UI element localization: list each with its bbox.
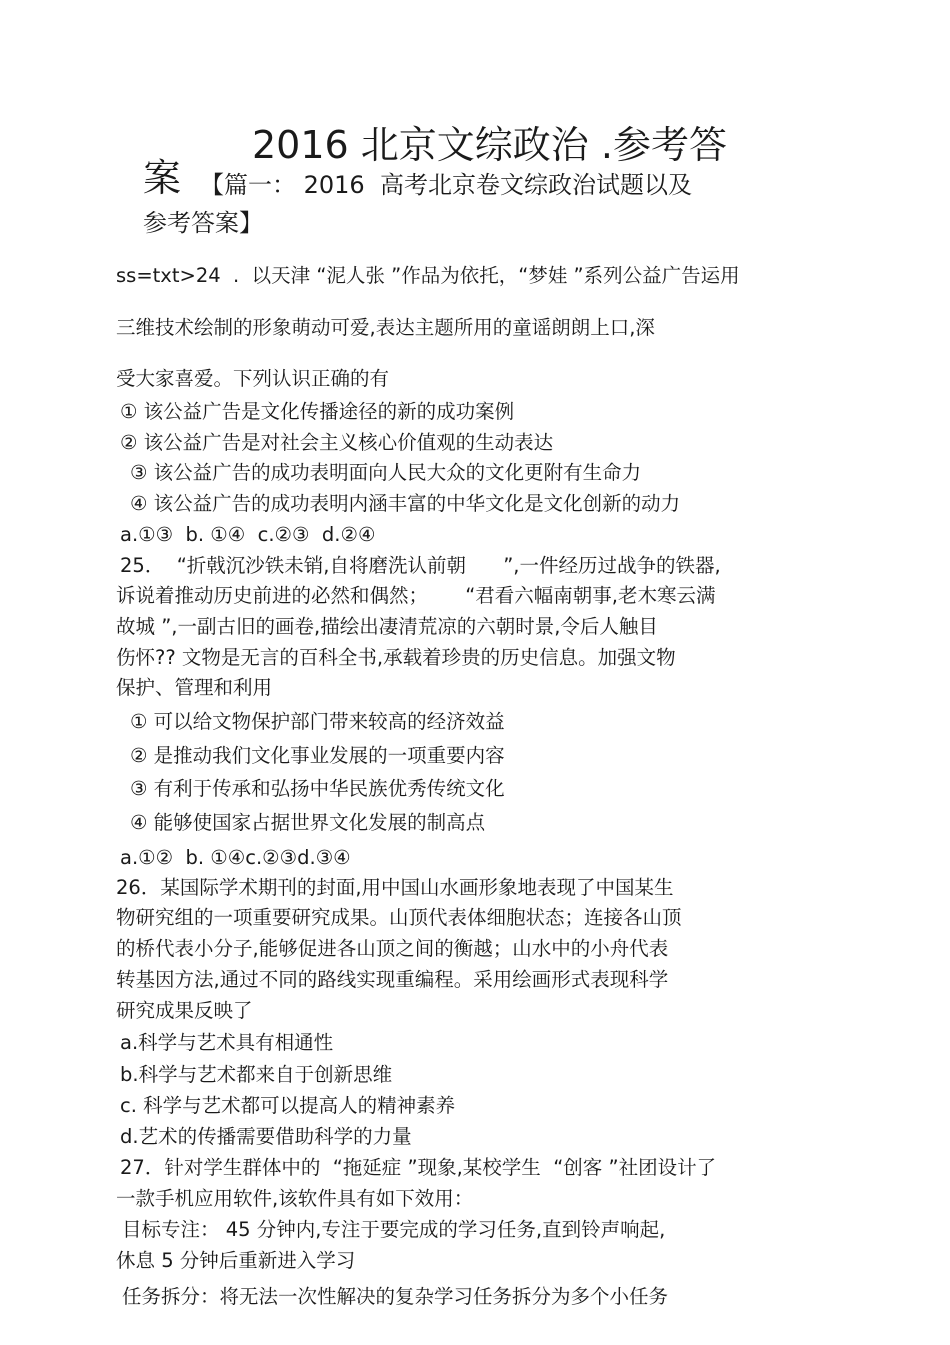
body-line: 诉说着推动历史前进的必然和偶然； “君看六幅南朝事,老木寒云满 [116, 584, 716, 607]
body-line: 物研究组的一项重要研究成果。山顶代表体细胞状态；连接各山顶 [116, 906, 682, 929]
question-line: 27．针对学生群体中的 “拖延症 ”现象,某校学生 “创客 ”社团设计了 [120, 1156, 717, 1179]
document-subtitle-line1: 【篇一： 2016 高考北京卷文综政治试题以及 [200, 171, 692, 199]
option-line: ① 该公益广告是文化传播途径的新的成功案例 [120, 400, 515, 423]
body-line: 三维技术绘制的形象萌动可爱,表达主题所用的童谣朗朗上口,深 [116, 316, 655, 339]
question-line: 25． “折戟沉沙铁未销,自将磨洗认前朝 ”,一件经历过战争的铁器, [120, 554, 721, 577]
body-line: ss=txt>24 . 以天津 “泥人张 ”作品为依托，“梦娃 ”系列公益广告运用 [116, 264, 740, 287]
body-line: 的桥代表小分子,能够促进各山顶之间的衡越；山水中的小舟代表 [116, 937, 669, 960]
body-line: 转基因方法,通过不同的路线实现重编程。采用绘画形式表现科学 [116, 968, 669, 991]
body-line: 目标专注： 45 分钟内,专注于要完成的学习任务,直到铃声响起, [122, 1218, 666, 1241]
document-subtitle-line2: 参考答案】 [143, 209, 263, 237]
option-line: c. 科学与艺术都可以提高人的精神素养 [120, 1094, 456, 1117]
option-line: ② 该公益广告是对社会主义核心价值观的生动表达 [120, 431, 554, 454]
body-line: 受大家喜爱。下列认识正确的有 [116, 367, 390, 390]
body-line: 保护、管理和利用 [116, 676, 273, 699]
option-line: ② 是推动我们文化事业发展的一项重要内容 [130, 744, 505, 767]
option-line: ③ 有利于传承和弘扬中华民族优秀传统文化 [130, 777, 505, 800]
document-title-line2: 案 [143, 156, 182, 200]
answer-choices: a.①③ b. ①④ c.②③ d.②④ [120, 523, 376, 546]
option-line: ③ 该公益广告的成功表明面向人民大众的文化更附有生命力 [130, 461, 642, 484]
answer-choices: a.①② b. ①④c.②③d.③④ [120, 846, 351, 869]
body-line: 伤怀?? 文物是无言的百科全书,承载着珍贵的历史信息。加强文物 [116, 646, 676, 669]
body-line: 休息 5 分钟后重新进入学习 [116, 1249, 356, 1272]
body-line: 任务拆分：将无法一次性解决的复杂学习任务拆分为多个小任务 [122, 1285, 669, 1308]
body-line: 研究成果反映了 [116, 999, 253, 1022]
option-line: a.科学与艺术具有相通性 [120, 1031, 334, 1054]
option-line: ④ 该公益广告的成功表明内涵丰富的中华文化是文化创新的动力 [130, 492, 681, 515]
option-line: ④ 能够使国家占据世界文化发展的制高点 [130, 811, 486, 834]
option-line: d.艺术的传播需要借助科学的力量 [120, 1125, 412, 1148]
document-title-line1: 2016 北京文综政治 .参考答 [252, 123, 727, 167]
option-line: ① 可以给文物保护部门带来较高的经济效益 [130, 710, 505, 733]
body-line: 故城 ”,一副古旧的画卷,描绘出凄清荒凉的六朝时景,令后人触目 [116, 615, 658, 638]
body-line: 一款手机应用软件,该软件具有如下效用： [116, 1187, 474, 1210]
question-line: 26．某国际学术期刊的封面,用中国山水画形象地表现了中国某生 [116, 876, 674, 899]
option-line: b.科学与艺术都来自于创新思维 [120, 1063, 393, 1086]
